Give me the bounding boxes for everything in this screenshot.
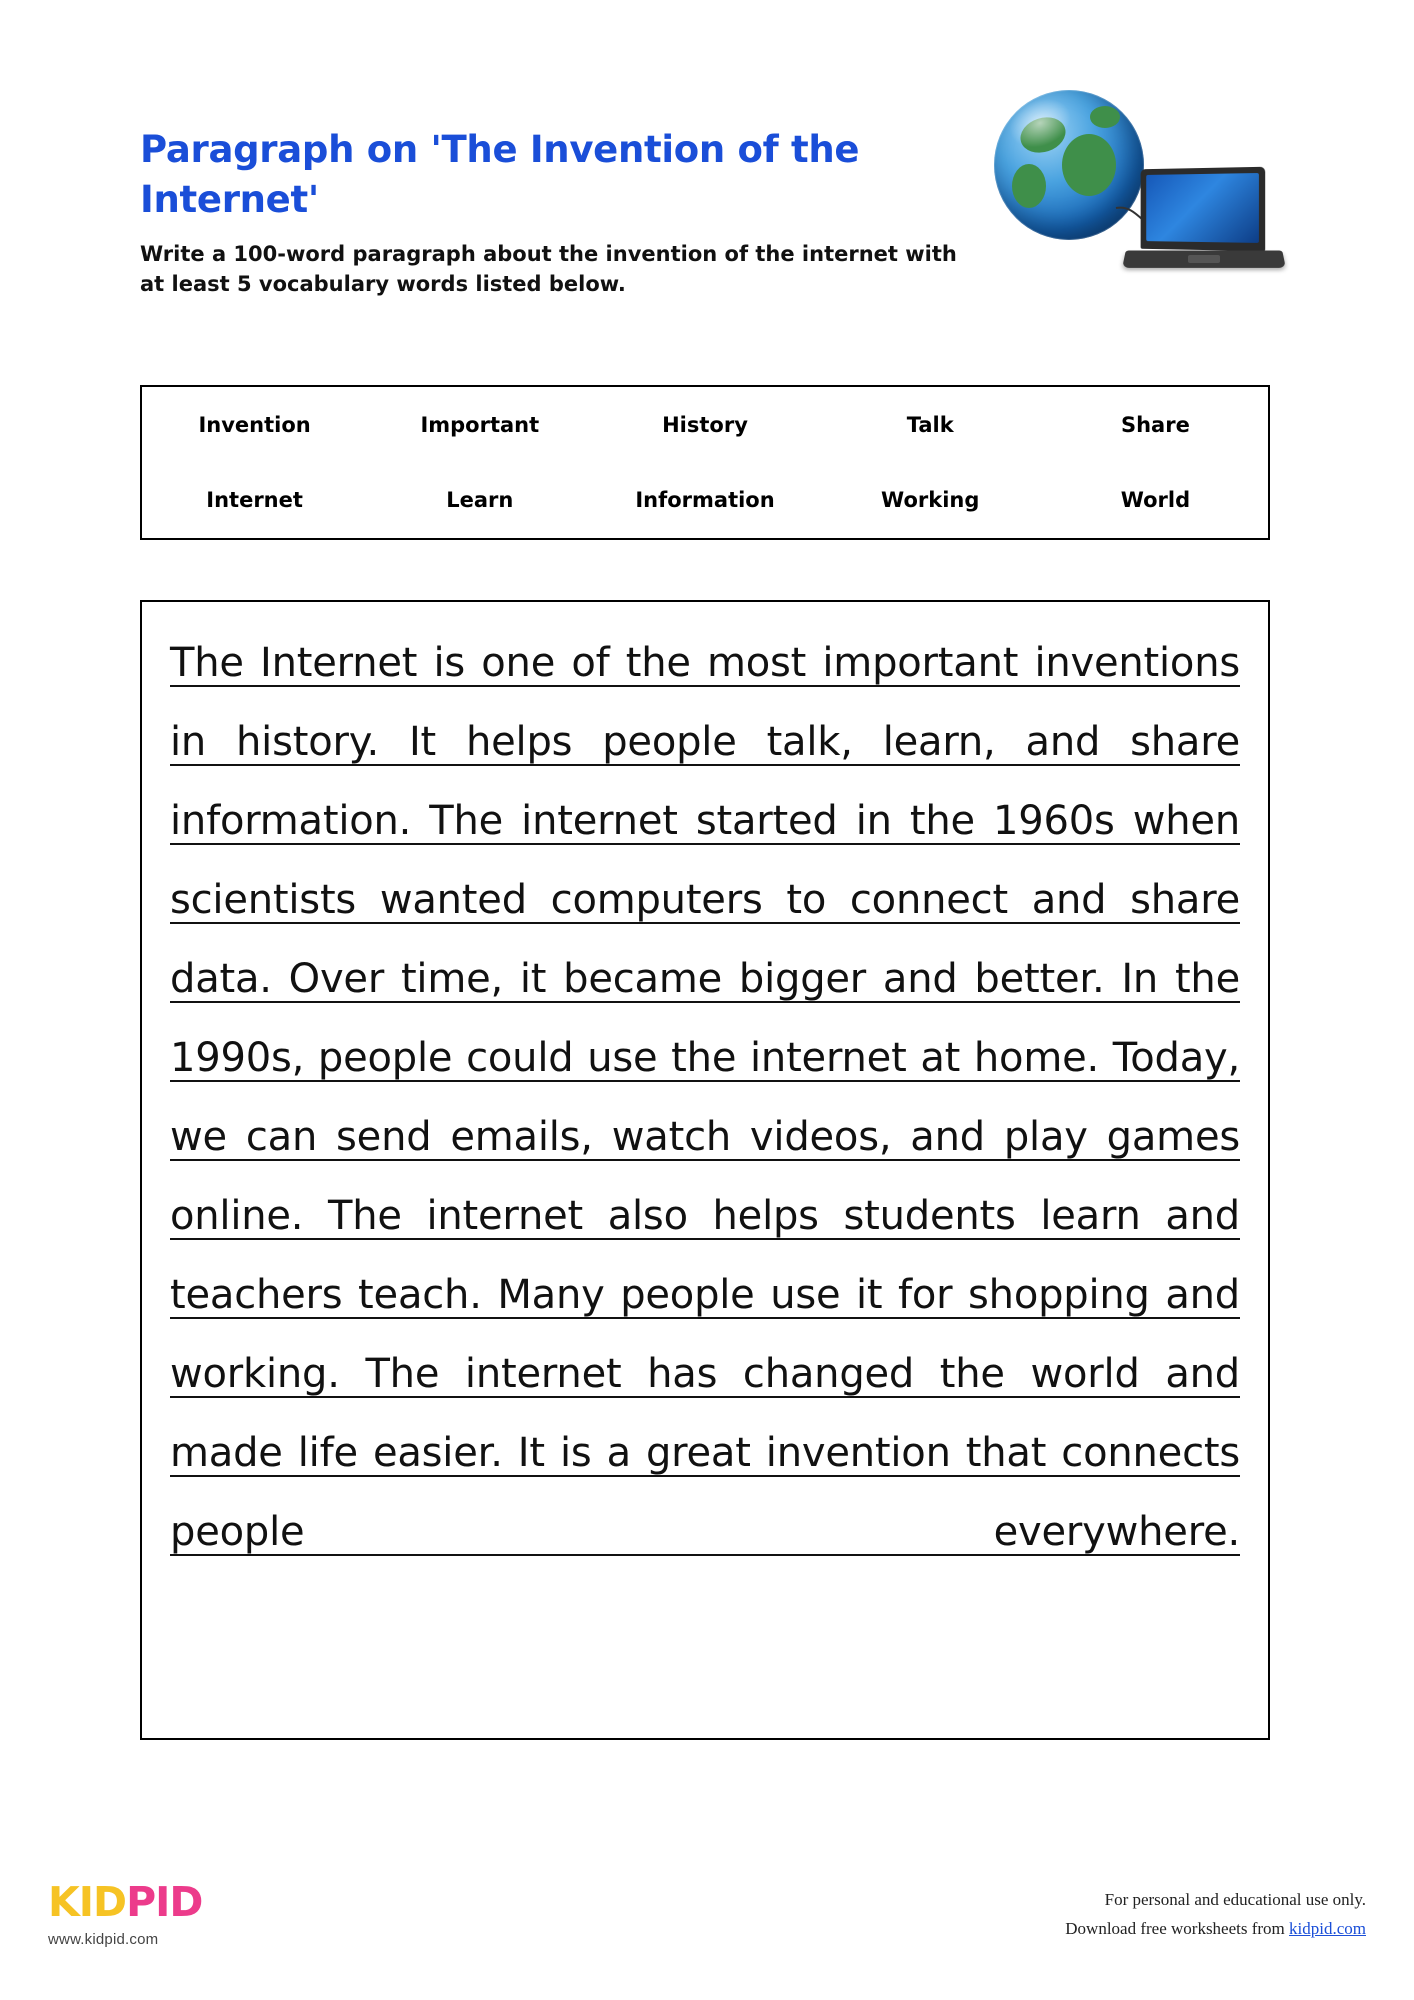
vocabulary-word: World [1120, 488, 1191, 513]
page-title: Paragraph on 'The Invention of the Internet' [140, 128, 860, 221]
site-logo [48, 1878, 278, 1948]
footer-line-1: For personal and educational use only. [1104, 1890, 1366, 1910]
logo-url: www.kidpid.com [48, 1931, 159, 1948]
kidpid-link[interactable]: kidpid.com [1289, 1919, 1366, 1939]
vocabulary-word: Learn [446, 488, 514, 513]
vocabulary-word: Internet [206, 488, 303, 513]
footer-notice [1065, 1886, 1366, 1944]
vocabulary-box [140, 385, 1270, 540]
vocabulary-word: History [662, 412, 748, 437]
logo-wordmark [48, 1878, 278, 1926]
vocabulary-word: Invention [198, 412, 311, 437]
vocabulary-word: Talk [906, 412, 954, 437]
vocabulary-row [142, 463, 1268, 539]
answer-text: The Internet is one of the most important inventions in history. It helps people talk, learn, and share information. The internet started in the 1960s when scientists wanted computers to connect and share data. Over time, it became bigger and better. In the 1990s, people could use the internet at home. Today, we can send emails, watch videos, and play games online. The internet also helps students learn and teachers teach. Many people use it for shopping and working. The internet has changed the world and made life easier. It is a great invention that connects people everywhere. [170, 640, 1240, 1555]
laptop-lid [1141, 167, 1266, 252]
vocabulary-word: Important [420, 412, 540, 437]
logo-kid-text: KID [48, 1878, 127, 1926]
laptop-icon [1124, 168, 1284, 288]
vocabulary-word: Share [1120, 412, 1190, 437]
answer-box[interactable] [140, 600, 1270, 1740]
footer-line-2 [1065, 1915, 1366, 1944]
vocabulary-row [142, 387, 1268, 463]
vocabulary-word: Working [881, 488, 980, 513]
laptop-touchpad [1188, 255, 1220, 263]
instruction-text: Write a 100-word paragraph about the invention of the internet with at least 5 vocabulary words listed below. [140, 241, 957, 297]
laptop-screen [1146, 173, 1259, 243]
footer-line-2-prefix: Download free worksheets from [1065, 1919, 1290, 1939]
logo-pid-text: PID [126, 1878, 203, 1926]
internet-illustration [974, 90, 1284, 310]
vocabulary-word: Information [635, 488, 775, 513]
